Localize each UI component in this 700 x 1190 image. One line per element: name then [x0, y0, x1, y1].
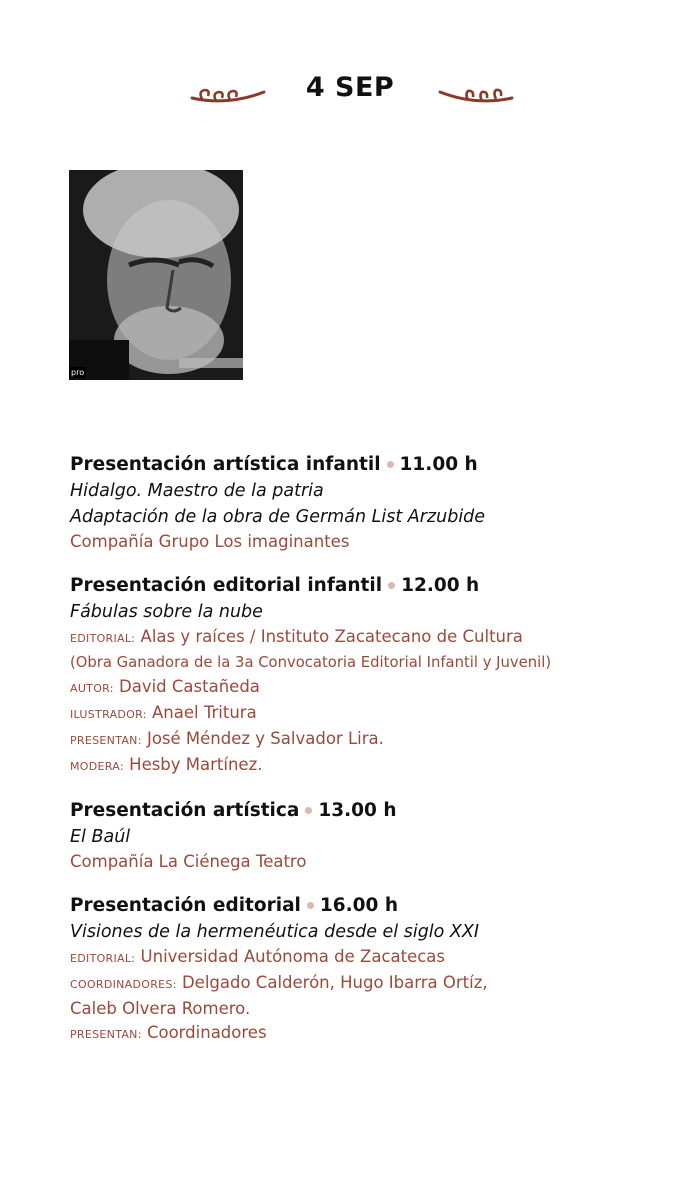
- event-heading: [70, 452, 670, 478]
- event-category: Presentación artística: [70, 800, 300, 821]
- ilustrador-line: [70, 701, 670, 727]
- event-title: El Baúl: [70, 827, 131, 847]
- autor-label: AUTOR:: [70, 682, 114, 695]
- presentan-line: [70, 1021, 670, 1047]
- editorial-value: Alas y raíces / Instituto Zacatecano de Cultura: [140, 627, 523, 646]
- modera-label: MODERA:: [70, 760, 124, 773]
- event-item: [70, 798, 670, 874]
- autor-value: David Castañeda: [119, 677, 260, 696]
- date-header: [0, 72, 700, 112]
- event-item: [70, 452, 670, 554]
- event-heading: [70, 798, 670, 824]
- event-title: Visiones de la hermenéutica desde el siglo XXI: [70, 922, 480, 942]
- modera-value: Hesby Martínez.: [129, 755, 263, 774]
- page-title: 4 SEP: [305, 72, 395, 103]
- event-item: [70, 573, 670, 779]
- coordinadores-line: [70, 971, 670, 997]
- event-item: [70, 893, 670, 1047]
- award-note: (Obra Ganadora de la 3a Convocatoria Editorial Infantil y Juvenil): [70, 654, 552, 671]
- presentan-label: PRESENTAN:: [70, 1028, 142, 1041]
- event-list: [70, 452, 670, 1066]
- event-heading: [70, 573, 670, 599]
- bullet-dot-icon: [307, 902, 314, 909]
- autor-line: [70, 675, 670, 701]
- coordinadores-label: COORDINADORES:: [70, 978, 177, 991]
- event-time: 11.00 h: [399, 454, 478, 475]
- coordinadores-line-2: Caleb Olvera Romero.: [70, 999, 251, 1018]
- flourish-right-icon: [436, 82, 516, 106]
- presentan-label: PRESENTAN:: [70, 734, 142, 747]
- event-category: Presentación editorial infantil: [70, 575, 383, 596]
- author-photo: [69, 170, 243, 380]
- editorial-label: EDITORIAL:: [70, 632, 136, 645]
- event-heading: [70, 893, 670, 919]
- ilustrador-value: Anael Tritura: [152, 703, 257, 722]
- event-company: Compañía Grupo Los imaginantes: [70, 532, 350, 551]
- presentan-line: [70, 727, 670, 753]
- editorial-line: [70, 625, 670, 651]
- event-time: 16.00 h: [319, 895, 399, 916]
- bullet-dot-icon: [387, 461, 394, 468]
- bullet-dot-icon: [388, 582, 395, 589]
- coordinadores-value: Delgado Calderón, Hugo Ibarra Ortíz,: [181, 973, 488, 992]
- event-category: Presentación artística infantil: [70, 454, 381, 475]
- ilustrador-label: ILUSTRADOR:: [70, 708, 147, 721]
- portrait-image: [69, 170, 243, 380]
- editorial-line: [70, 945, 670, 971]
- editorial-label: EDITORIAL:: [70, 952, 136, 965]
- presentan-value: Coordinadores: [146, 1023, 267, 1042]
- event-category: Presentación editorial: [70, 895, 301, 916]
- event-time: 13.00 h: [318, 800, 397, 821]
- event-subtitle: Adaptación de la obra de Germán List Arzubide: [70, 507, 486, 527]
- bullet-dot-icon: [305, 807, 312, 814]
- editorial-value: Universidad Autónoma de Zacatecas: [140, 947, 446, 966]
- event-company: Compañía La Ciénega Teatro: [70, 852, 307, 871]
- modera-line: [70, 753, 670, 779]
- event-time: 12.00 h: [401, 575, 480, 596]
- photo-credit-tag: pro: [71, 368, 85, 377]
- event-title: Fábulas sobre la nube: [70, 602, 263, 622]
- event-title: Hidalgo. Maestro de la patria: [70, 481, 324, 501]
- presentan-value: José Méndez y Salvador Lira.: [146, 729, 384, 748]
